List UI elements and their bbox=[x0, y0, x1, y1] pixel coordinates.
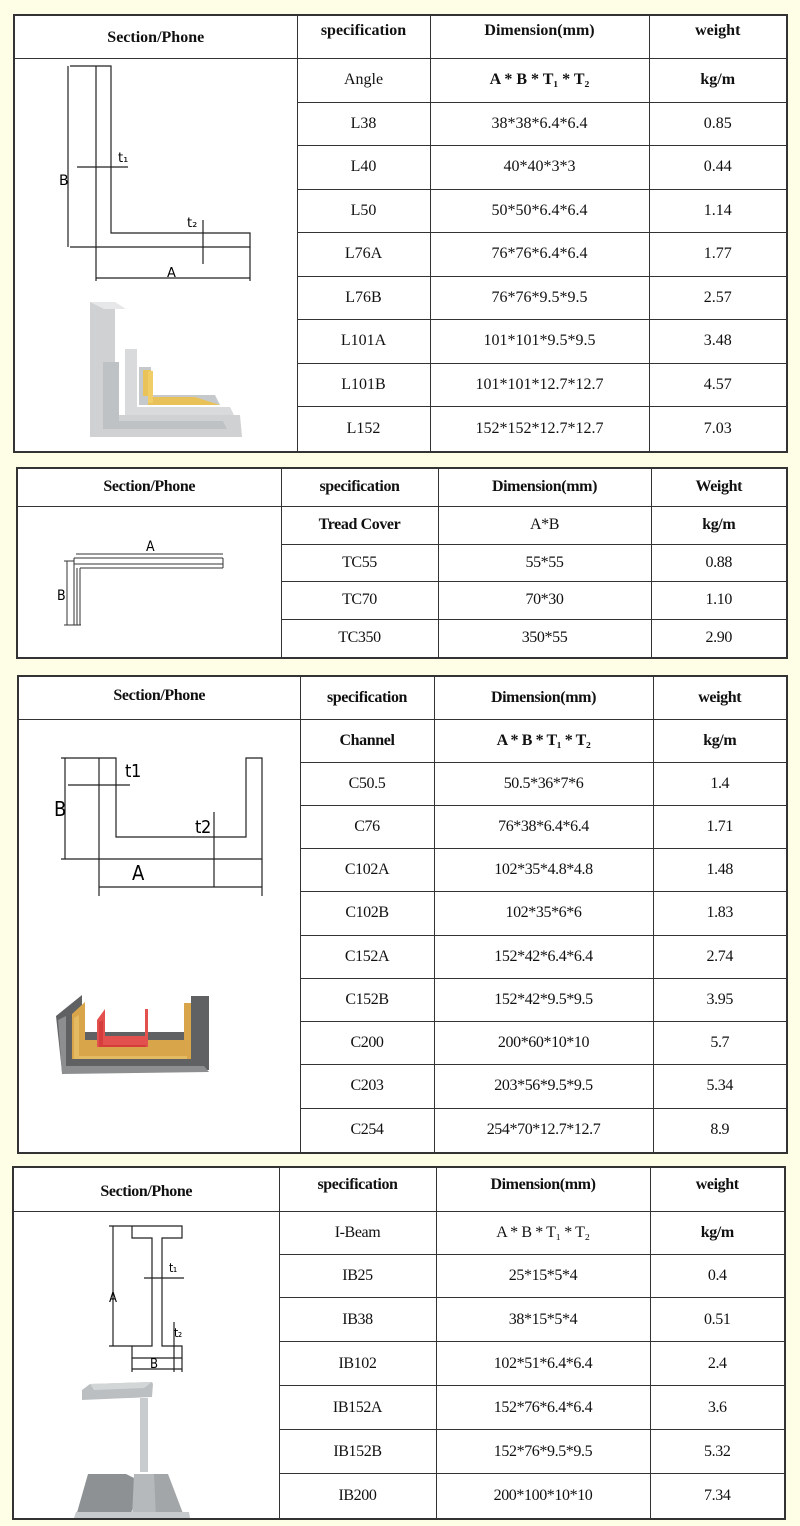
table-row: C200 200*60*10*10 5.7 bbox=[18, 1022, 787, 1065]
table-row: TC70 70*30 1.10 bbox=[17, 582, 787, 620]
header-section: Section/Phone bbox=[17, 468, 281, 506]
subheader-spec: Angle bbox=[297, 58, 430, 102]
angle-spec-table bbox=[13, 14, 788, 453]
table-row: IB38 38*15*5*4 0.51 bbox=[13, 1298, 785, 1342]
label-a: A bbox=[109, 1290, 117, 1306]
label-t2: t₂ bbox=[174, 1325, 182, 1340]
header-dimension: Dimension(mm) bbox=[436, 1167, 650, 1211]
header-specification: specification bbox=[297, 15, 430, 58]
subheader-weight: kg/m bbox=[650, 1211, 785, 1254]
subheader-weight: kg/m bbox=[649, 58, 787, 102]
header-specification: specification bbox=[279, 1167, 436, 1211]
angle-section-diagram bbox=[15, 59, 298, 451]
subheader-dimension: A*B bbox=[438, 506, 651, 544]
header-section: Section/Phone bbox=[13, 1167, 279, 1211]
table-row: C152B 152*42*9.5*9.5 3.95 bbox=[18, 978, 787, 1021]
header-dimension: Dimension(mm) bbox=[434, 676, 653, 719]
label-a: A bbox=[132, 860, 144, 885]
tread-cover-section-diagram bbox=[18, 507, 282, 657]
tread-cover-section-cell bbox=[17, 506, 281, 658]
table-row: C50.5 50.5*36*7*6 1.4 bbox=[18, 762, 787, 805]
header-dimension: Dimension(mm) bbox=[438, 468, 651, 506]
label-a: A bbox=[167, 265, 176, 281]
header-specification: specification bbox=[281, 468, 438, 506]
header-section: Section/Phone bbox=[18, 676, 300, 719]
table-row: IB152A 152*76*6.4*6.4 3.6 bbox=[13, 1386, 785, 1430]
table-row: L40 40*40*3*3 0.44 bbox=[14, 146, 787, 190]
tread-cover-spec-table bbox=[16, 467, 788, 659]
label-t2: t2 bbox=[195, 816, 211, 838]
label-b: B bbox=[150, 1356, 158, 1372]
channel-spec-table bbox=[17, 675, 788, 1154]
header-weight: weight bbox=[649, 15, 787, 58]
label-a: A bbox=[146, 538, 155, 555]
table-row: C152A 152*42*6.4*6.4 2.74 bbox=[18, 935, 787, 978]
subheader-spec: I-Beam bbox=[279, 1211, 436, 1254]
table-row: L76B 76*76*9.5*9.5 2.57 bbox=[14, 276, 787, 320]
table-row: C102B 102*35*6*6 1.83 bbox=[18, 892, 787, 935]
channel-profiles-photo bbox=[56, 995, 209, 1074]
subheader-weight: kg/m bbox=[653, 719, 787, 762]
subheader-spec: Tread Cover bbox=[281, 506, 438, 544]
table-row: IB152B 152*76*9.5*9.5 5.32 bbox=[13, 1430, 785, 1474]
i-beam-section-cell bbox=[13, 1211, 279, 1519]
table-row: L101B 101*101*12.7*12.7 4.57 bbox=[14, 363, 787, 407]
angle-section-cell bbox=[14, 58, 297, 452]
subheader-spec: Channel bbox=[300, 719, 434, 762]
angle-profiles-photo bbox=[90, 302, 242, 437]
table-row: IB25 25*15*5*4 0.4 bbox=[13, 1254, 785, 1298]
header-weight: Weight bbox=[651, 468, 787, 506]
header-weight: weight bbox=[653, 676, 787, 719]
table-row: C203 203*56*9.5*9.5 5.34 bbox=[18, 1065, 787, 1108]
channel-section-diagram bbox=[19, 720, 301, 1152]
header-weight: weight bbox=[650, 1167, 785, 1211]
table-row: C76 76*38*6.4*6.4 1.71 bbox=[18, 805, 787, 848]
label-b: B bbox=[57, 587, 66, 604]
header-section: Section/Phone bbox=[14, 15, 297, 58]
subheader-dimension: A * B * T₁ * T₂ bbox=[434, 719, 653, 762]
subheader-weight: kg/m bbox=[651, 506, 787, 544]
table-row: IB200 200*100*10*10 7.34 bbox=[13, 1473, 785, 1518]
i-beam-photo bbox=[74, 1382, 190, 1518]
table-row: L38 38*38*6.4*6.4 0.85 bbox=[14, 102, 787, 146]
label-t1: t₁ bbox=[118, 150, 129, 166]
label-t1: t₁ bbox=[169, 1260, 177, 1275]
table-row: TC350 350*55 2.90 bbox=[17, 619, 787, 658]
i-beam-spec-table bbox=[12, 1166, 786, 1520]
table-row: L152 152*152*12.7*12.7 7.03 bbox=[14, 407, 787, 452]
i-beam-section-diagram bbox=[14, 1212, 280, 1518]
label-b: B bbox=[54, 796, 66, 821]
table-row: IB102 102*51*6.4*6.4 2.4 bbox=[13, 1342, 785, 1386]
subheader-dimension: A * B * T₁ * T₂ bbox=[430, 58, 649, 102]
label-t2: t₂ bbox=[187, 215, 198, 231]
table-row: L76A 76*76*6.4*6.4 1.77 bbox=[14, 233, 787, 277]
subheader-dimension: A * B * T₁ * T₂ bbox=[436, 1211, 650, 1254]
channel-section-cell bbox=[18, 719, 300, 1153]
label-t1: t1 bbox=[125, 760, 141, 782]
table-row: L50 50*50*6.4*6.4 1.14 bbox=[14, 189, 787, 233]
table-row: L101A 101*101*9.5*9.5 3.48 bbox=[14, 320, 787, 364]
table-row: C102A 102*35*4.8*4.8 1.48 bbox=[18, 849, 787, 892]
header-specification: specification bbox=[300, 676, 434, 719]
table-row: TC55 55*55 0.88 bbox=[17, 544, 787, 582]
header-dimension: Dimension(mm) bbox=[430, 15, 649, 58]
table-row: C254 254*70*12.7*12.7 8.9 bbox=[18, 1108, 787, 1153]
label-b: B bbox=[59, 172, 69, 189]
